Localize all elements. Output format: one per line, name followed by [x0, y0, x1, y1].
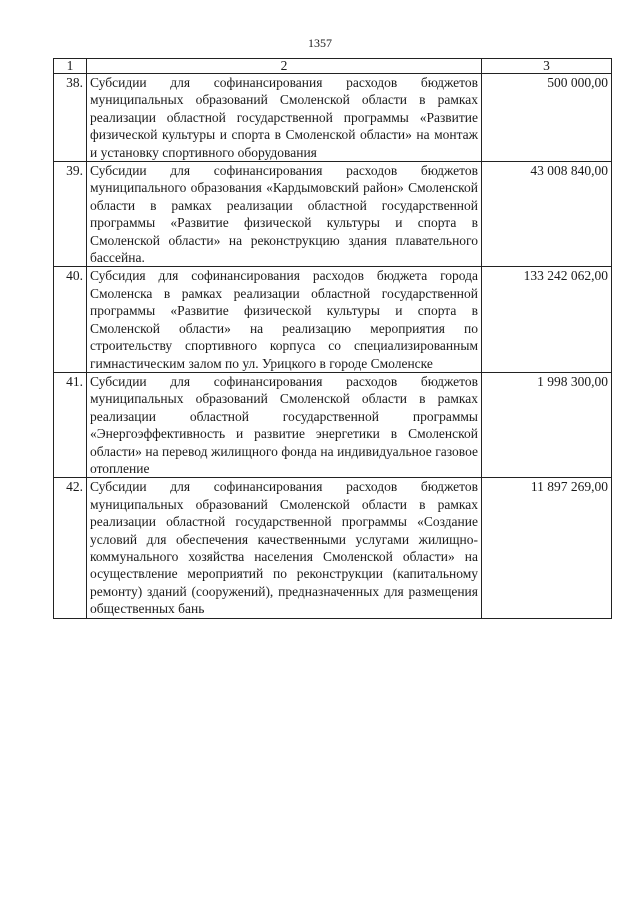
- column-header-description: 2: [87, 59, 482, 74]
- column-header-number: 1: [54, 59, 87, 74]
- table-row: [54, 162, 612, 267]
- row-number: 38.: [54, 74, 87, 162]
- page-number: 1357: [308, 36, 332, 50]
- row-description: Субсидия для софинансирования расходов бюджета города Смоленска в рамках реализации областной государственной программы «Развитие физической культуры и спорта в Смоленской области» на реализацию мероприятия по строительству спортивного корпуса со специализированным гимнастическим залом по ул. Урицкого в городе Смоленске: [87, 267, 482, 372]
- table-row: [54, 267, 612, 372]
- row-description: Субсидии для софинансирования расходов бюджетов муниципальных образований Смоленской области в рамках реализации областной государственной программы «Развитие физической культуры и спорта в Смоленской области» на монтаж и установку спортивного оборудования: [87, 74, 482, 162]
- row-amount: 11 897 269,00: [482, 478, 612, 618]
- row-number: 40.: [54, 267, 87, 372]
- row-amount: 133 242 062,00: [482, 267, 612, 372]
- table-row: [54, 478, 612, 618]
- table-row: [54, 74, 612, 162]
- row-number: 39.: [54, 162, 87, 267]
- row-amount: 500 000,00: [482, 74, 612, 162]
- column-header-amount: 3: [482, 59, 612, 74]
- row-description: Субсидии для софинансирования расходов бюджетов муниципальных образований Смоленской области в рамках реализации областной государственной программы «Создание условий для обеспечения качественными услугами жилищно-коммунального хозяйства населения Смоленской области» на осуществление мероприятий по реконструкции (капитальному ремонту) зданий (сооружений), предназначенных для размещения общественных бань: [87, 478, 482, 618]
- row-amount: 1 998 300,00: [482, 372, 612, 477]
- table-row: [54, 372, 612, 477]
- row-number: 41.: [54, 372, 87, 477]
- table-header-row: [54, 59, 612, 74]
- row-description: Субсидии для софинансирования расходов бюджетов муниципальных образований Смоленской области в рамках реализации областной государственной программы «Энергоэффективность и развитие энергетики в Смоленской области» на перевод жилищного фонда на индивидуальное газовое отопление: [87, 372, 482, 477]
- row-number: 42.: [54, 478, 87, 618]
- row-description: Субсидии для софинансирования расходов бюджетов муниципального образования «Кардымовский район» Смоленской области в рамках реализации областной государственной программы «Развитие физической культуры и спорта в Смоленской области» на реконструкцию здания плавательного бассейна.: [87, 162, 482, 267]
- row-amount: 43 008 840,00: [482, 162, 612, 267]
- subsidy-table: [53, 58, 612, 619]
